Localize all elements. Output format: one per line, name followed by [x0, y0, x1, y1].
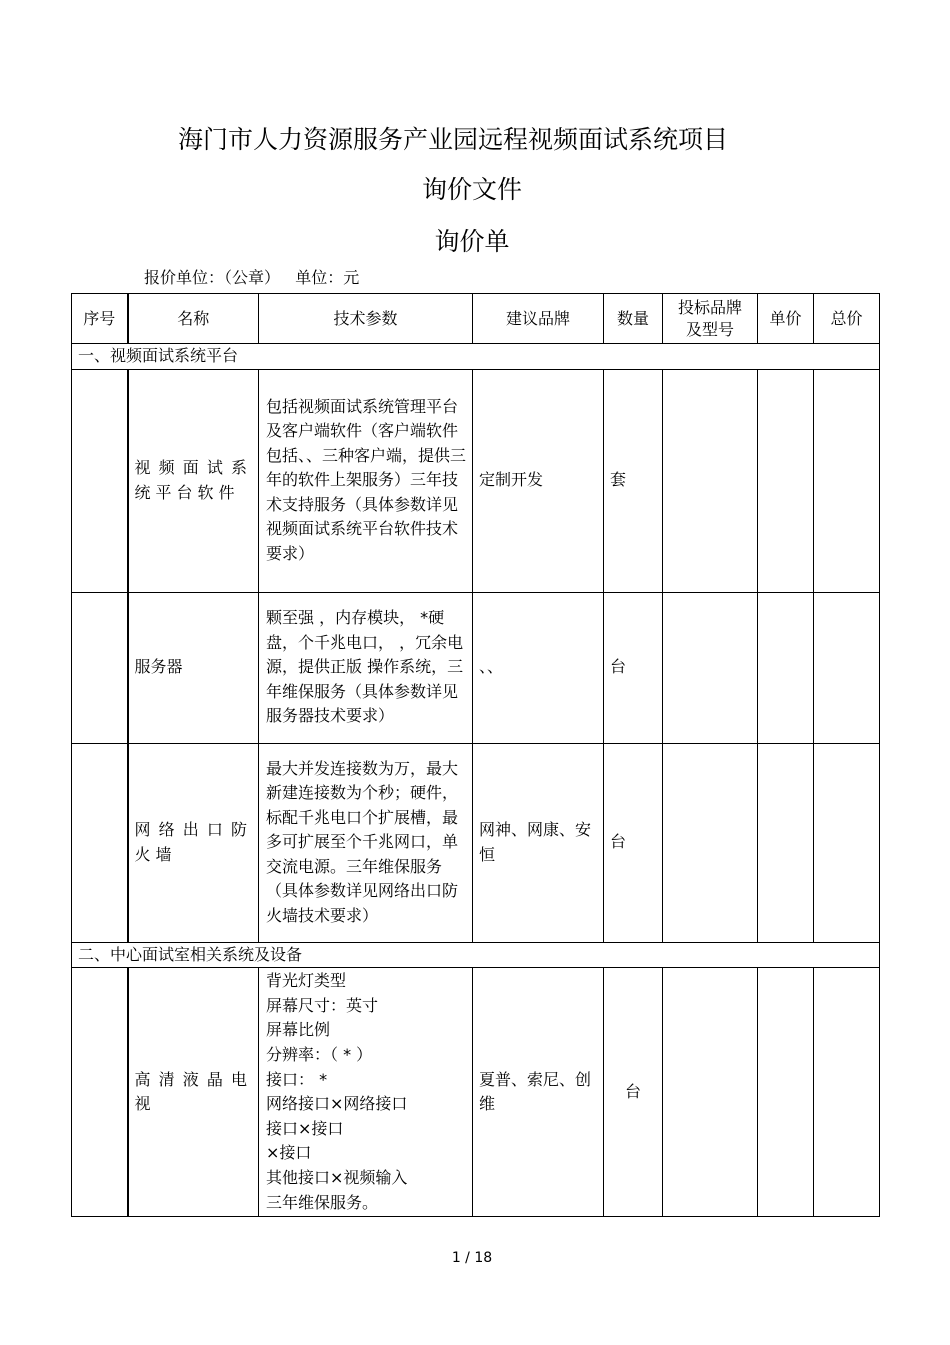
header-bid-brand: 投标品牌 及型号	[663, 294, 758, 344]
page-number: 1 / 18	[451, 1250, 493, 1266]
header-total: 总价	[814, 294, 880, 344]
row-total	[814, 968, 880, 1217]
quotation-table	[71, 293, 880, 1217]
spec-line: 背光灯类型	[266, 971, 347, 991]
row-total	[814, 369, 880, 592]
row-bid-brand	[663, 369, 758, 592]
row-brand: 定制开发	[473, 369, 604, 592]
spec-line: 接口： *	[266, 1069, 328, 1089]
form-title: 询价单	[434, 227, 510, 256]
row-unit-price	[758, 743, 814, 942]
row-qty: 台	[604, 743, 663, 942]
row-qty: 台	[604, 592, 663, 743]
row-brand: 网神、网康、安恒	[473, 743, 604, 942]
row-unit-price	[758, 592, 814, 743]
section-row	[72, 344, 880, 370]
spec-line: 分辨率：（ * ）	[266, 1045, 373, 1064]
row-brand: 、、	[473, 592, 604, 743]
row-name: 服务器	[128, 592, 259, 743]
row-unit-price	[758, 369, 814, 592]
spec-line: 其他接口×视频输入	[266, 1167, 408, 1187]
row-spec: 包括视频面试系统管理平台及客户端软件（客户端软件包括、、三种客户端，提供三年的软件上架服务）三年技术支持服务（具体参数详见视频面试系统平台软件技术要求）	[259, 369, 473, 592]
row-spec	[259, 968, 473, 1217]
row-bid-brand	[663, 592, 758, 743]
row-unit-price	[758, 968, 814, 1217]
row-name: 网络出口防火墙	[128, 743, 259, 942]
header-brand: 建议品牌	[473, 294, 604, 344]
table-row	[72, 592, 880, 743]
table-row	[72, 968, 880, 1217]
spec-line: 网络接口×网络接口	[266, 1094, 408, 1114]
spec-line: 三年维保服务。	[266, 1192, 379, 1212]
header-unit-price: 单价	[758, 294, 814, 344]
row-qty: 台	[604, 968, 663, 1217]
table-row	[72, 369, 880, 592]
row-qty: 套	[604, 369, 663, 592]
row-name: 高清液晶电视	[128, 968, 259, 1217]
section-row	[72, 942, 880, 968]
row-no	[72, 743, 128, 942]
row-spec: 最大并发连接数为万，最大新建连接数为个秒；硬件，标配千兆电口个扩展槽，最多可扩展至个千兆网口，单交流电源。三年维保服务（具体参数详见网络出口防火墙技术要求）	[259, 743, 473, 942]
header-no: 序号	[72, 294, 128, 344]
header-spec: 技术参数	[259, 294, 473, 344]
row-name: 视频面试系统平台软件	[128, 369, 259, 592]
row-no	[72, 369, 128, 592]
section-title: 二、中心面试室相关系统及设备	[72, 942, 880, 968]
document-title: 海门市人力资源服务产业园远程视频面试系统项目	[177, 125, 728, 154]
table-row	[72, 743, 880, 942]
quote-meta: 报价单位：（公章） 单位：元	[144, 268, 360, 287]
header-qty: 数量	[604, 294, 663, 344]
row-total	[814, 592, 880, 743]
document-subtitle: 询价文件	[421, 175, 522, 204]
row-no	[72, 592, 128, 743]
row-spec: 颗至强 ，内存模块， *硬盘，个千兆电口， ，冗余电源，提供正版 操作系统，三年维保服务（具体参数详见服务器技术要求）	[259, 592, 473, 743]
spec-line: 屏幕比例	[266, 1020, 331, 1040]
row-brand: 夏普、索尼、创维	[473, 968, 604, 1217]
row-no	[72, 968, 128, 1217]
row-total	[814, 743, 880, 942]
section-title: 一、视频面试系统平台	[72, 344, 880, 370]
header-name: 名称	[128, 294, 259, 344]
table-header-row	[72, 294, 880, 344]
row-bid-brand	[663, 968, 758, 1217]
spec-line: ×接口	[266, 1143, 312, 1163]
row-bid-brand	[663, 743, 758, 942]
spec-line: 接口×接口	[266, 1118, 344, 1138]
spec-line: 屏幕尺寸：英寸	[266, 995, 379, 1015]
